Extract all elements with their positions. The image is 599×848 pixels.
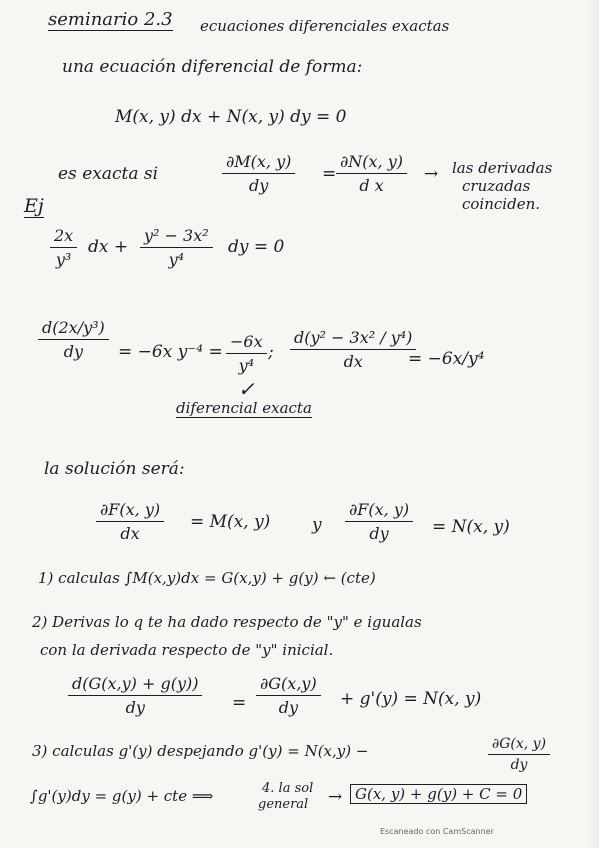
solution-intro: la solución será: [44, 459, 185, 479]
check-d1-simplified: −6x y⁴ [226, 332, 267, 375]
check-d2-result: = −6x/y⁴ [408, 349, 485, 369]
example-term1-suffix: dx + [88, 237, 129, 257]
conclusion-text: diferencial exacta [176, 399, 312, 417]
step-1: 1) calculas ∫M(x,y)dx = G(x,y) + g(y) ← (cte) [38, 569, 376, 587]
solution-f2-fraction: ∂F(x, y) dy [345, 500, 413, 543]
step-3-line: 3) calculas g'(y) despejando g'(y) = N(x,y) − [32, 742, 369, 760]
note-coinciden: coinciden. [462, 195, 540, 213]
example-term2-suffix: dy = 0 [228, 237, 285, 257]
page-edge-shadow [585, 0, 599, 848]
step-4-label-general: general [258, 797, 309, 812]
example-term1-fraction: 2x y³ [50, 226, 77, 269]
solution-f1-result: = M(x, y) [190, 512, 271, 532]
general-equation: M(x, y) dx + N(x, y) dy = 0 [115, 107, 347, 127]
partial-m-num: ∂M(x, y) [226, 152, 292, 171]
exact-condition-prefix: es exacta si [58, 164, 159, 184]
partial-n-fraction [336, 152, 407, 195]
step-3-integral: ∫g'(y)dy = g(y) + cte ⟹ [30, 787, 214, 805]
check-separator: ; [268, 342, 274, 362]
step-4-label-sol: 4. la sol [262, 781, 314, 796]
partial-n-num: ∂N(x, y) [340, 152, 403, 171]
step-2-line2: con la derivada respecto de "y" inicial. [40, 641, 334, 659]
check-d1-result: = −6x y⁻⁴ = [118, 342, 223, 362]
title-seminar: seminario 2.3 [48, 9, 173, 30]
check-mark-icon: ✓ [238, 377, 255, 401]
step-4-arrow-icon: → [328, 787, 343, 807]
step-3-fraction: ∂G(x, y) dy [488, 736, 550, 773]
note-cruzadas: cruzadas [462, 177, 531, 195]
example-label: Ej [24, 195, 44, 217]
step-2-eq-mid: = [232, 693, 247, 713]
step-2-line1: 2) Derivas lo q te ha dado respecto de "y" e igualas [32, 613, 422, 631]
example-term2-fraction: y² − 3x² y⁴ [140, 226, 213, 269]
arrow-icon: → [424, 164, 439, 184]
note-derivadas: las derivadas [452, 159, 553, 177]
partial-m-fraction [222, 152, 295, 195]
step-4-boxed-solution: G(x, y) + g(y) + C = 0 [350, 786, 527, 803]
scanner-watermark: Escaneado con CamScanner [380, 827, 494, 836]
partial-n-den: d x [359, 176, 384, 195]
solution-f1-fraction: ∂F(x, y) dx [96, 500, 164, 543]
solution-f2-result: = N(x, y) [432, 517, 510, 537]
step-2-eq-fraction2: ∂G(x,y) dy [256, 674, 321, 717]
check-d1-fraction: d(2x/y³) dy [38, 318, 109, 361]
equals-sign: = [322, 164, 337, 184]
check-d2-fraction: d(y² − 3x² / y⁴) dx [290, 328, 416, 371]
step-2-eq-fraction1: d(G(x,y) + g(y)) dy [68, 674, 202, 717]
step-2-eq-end: + g'(y) = N(x, y) [340, 689, 482, 709]
title-topic: ecuaciones diferenciales exactas [200, 17, 450, 35]
solution-and: y [312, 515, 322, 535]
intro-text: una ecuación diferencial de forma: [62, 57, 363, 77]
partial-m-den: dy [249, 176, 269, 195]
